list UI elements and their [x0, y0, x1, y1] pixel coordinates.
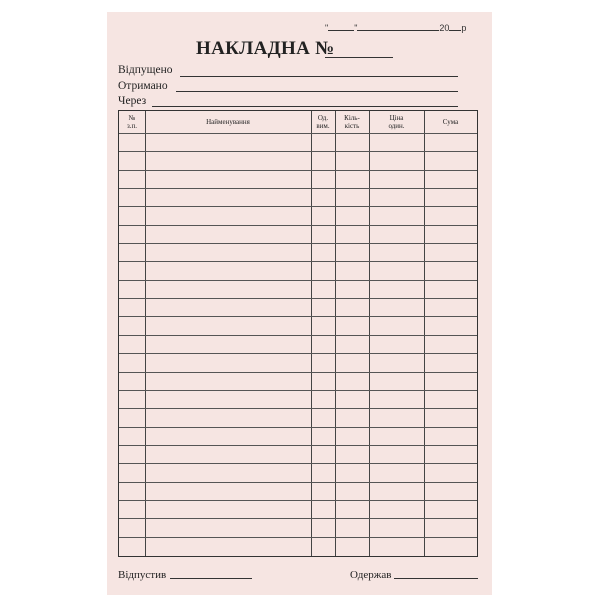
table-row[interactable] [119, 372, 477, 373]
through-blank[interactable] [152, 106, 458, 107]
table-row[interactable] [119, 353, 477, 354]
table-row[interactable] [119, 463, 477, 464]
table-row[interactable] [119, 390, 477, 391]
table-column-divider [424, 111, 425, 556]
header-sum: Сума [442, 118, 459, 126]
table-row[interactable] [119, 280, 477, 281]
date-close-quote: " [354, 23, 358, 33]
table-column-divider [311, 111, 312, 556]
table-row[interactable] [119, 500, 477, 501]
header-name: Найменування [206, 118, 250, 126]
table-row[interactable] [119, 133, 477, 134]
table-row[interactable] [119, 261, 477, 262]
released-blank[interactable] [180, 76, 458, 77]
table-row[interactable] [119, 298, 477, 299]
table-row[interactable] [119, 206, 477, 207]
items-table [118, 110, 478, 557]
table-row[interactable] [119, 518, 477, 519]
table-row[interactable] [119, 408, 477, 409]
released-label: Відпущено [118, 64, 173, 76]
table-column-divider [335, 111, 336, 556]
table-row[interactable] [119, 243, 477, 244]
table-row[interactable] [119, 188, 477, 189]
year-prefix: 20 [439, 23, 450, 33]
document-title: НАКЛАДНА № [196, 38, 335, 59]
released-by-label: Відпустив [118, 569, 167, 581]
received-label: Отримано [118, 80, 168, 92]
received-by-label: Одержав [350, 569, 392, 581]
received-blank[interactable] [176, 91, 458, 92]
day-blank[interactable] [328, 22, 354, 31]
table-row[interactable] [119, 427, 477, 428]
table-row[interactable] [119, 335, 477, 336]
table-row[interactable] [119, 537, 477, 538]
header-quantity: Кіль- кість [344, 114, 360, 130]
received-by-signature-blank[interactable] [394, 578, 478, 579]
date-line [325, 22, 466, 33]
header-unit-price: Ціна один. [388, 114, 405, 130]
released-by-signature-blank[interactable] [170, 578, 252, 579]
table-row[interactable] [119, 151, 477, 152]
table-row[interactable] [119, 445, 477, 446]
table-row[interactable] [119, 316, 477, 317]
through-label: Через [118, 95, 147, 107]
table-column-divider [369, 111, 370, 556]
table-row[interactable] [119, 482, 477, 483]
invoice-number-blank[interactable] [325, 57, 393, 58]
header-number: № з.п. [126, 114, 137, 130]
table-row[interactable] [119, 170, 477, 171]
year-blank[interactable] [449, 22, 461, 31]
year-suffix: р [461, 23, 467, 33]
header-unit: Од. вим. [316, 114, 330, 130]
month-blank[interactable] [357, 22, 439, 31]
table-row[interactable] [119, 225, 477, 226]
table-column-divider [145, 111, 146, 556]
date-open-quote: " [325, 23, 329, 33]
